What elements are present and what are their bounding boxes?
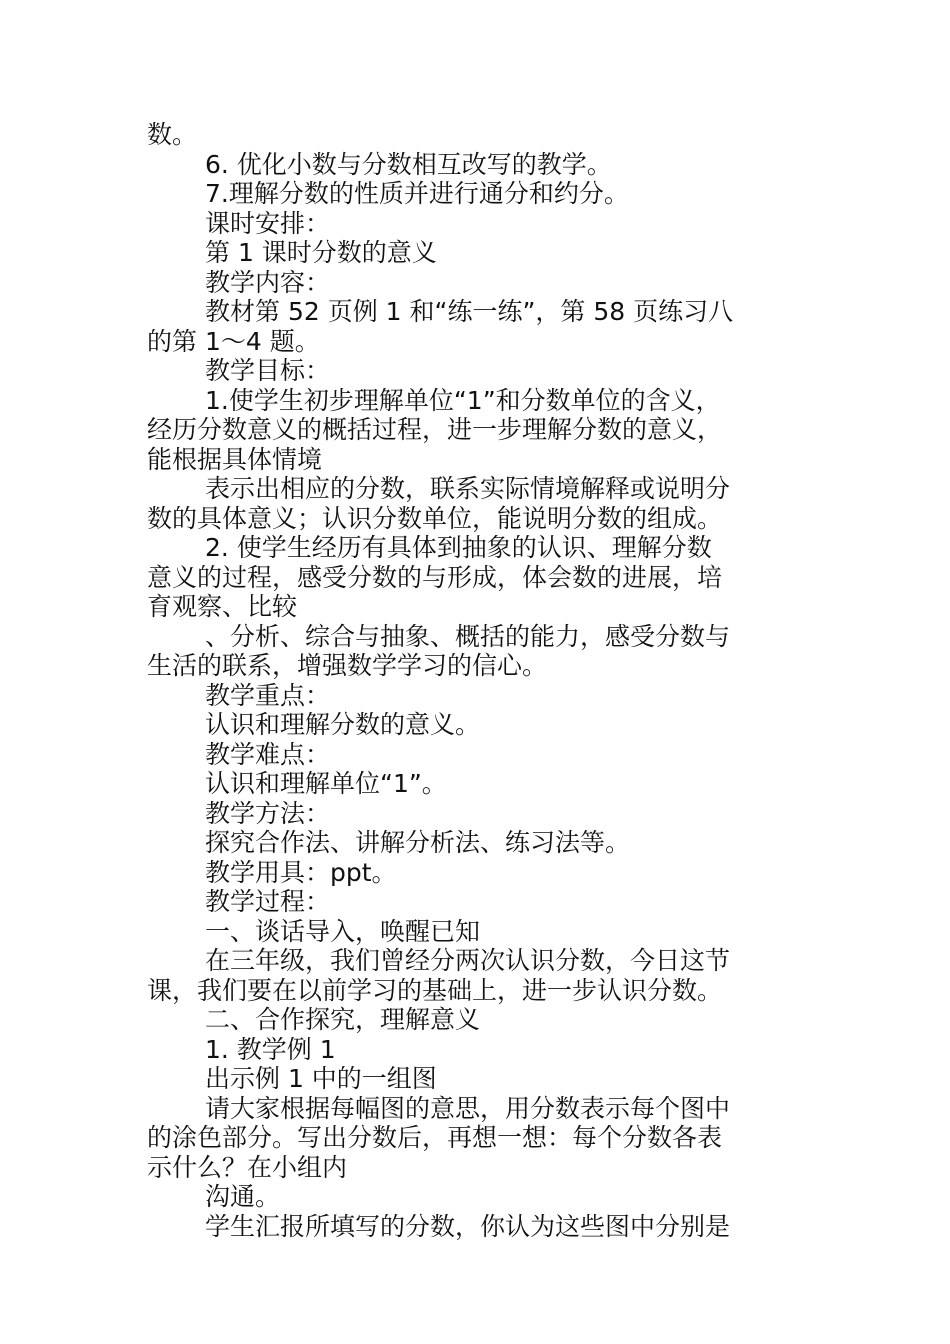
text-line: 课，我们要在以前学习的基础上，进一步认识分数。 bbox=[147, 975, 723, 1005]
text-line: 的第 1～4 题。 bbox=[147, 326, 320, 356]
text-line: 沟通。 bbox=[205, 1182, 281, 1211]
text-line: 经历分数意义的概括过程，进一步理解分数的意义， bbox=[147, 415, 723, 444]
text-line: 教学重点： bbox=[205, 680, 331, 710]
text-line: 2. 使学生经历有具体到抽象的认识、理解分数 bbox=[205, 533, 712, 562]
text-line: 教学内容： bbox=[205, 267, 331, 297]
text-line: 一、谈话导入，唤醒已知 bbox=[205, 916, 481, 946]
text-line: 出示例 1 中的一组图 bbox=[205, 1064, 437, 1093]
text-line: 育观察、比较 bbox=[147, 592, 298, 621]
text-line: 认识和理解分数的意义。 bbox=[205, 710, 481, 739]
text-line: 意义的过程，感受分数的与形成，体会数的进展，培 bbox=[147, 562, 723, 592]
text-line: 教学目标： bbox=[205, 356, 331, 385]
text-line: 的涂色部分。写出分数后，再想一想：每个分数各表 bbox=[147, 1123, 723, 1152]
text-line: 教学方法： bbox=[205, 798, 331, 828]
text-line: 教材第 52 页例 1 和“练一练”，第 58 页练习八 bbox=[205, 297, 734, 326]
text-line: 课时安排： bbox=[205, 208, 331, 238]
text-line: 能根据具体情境 bbox=[147, 444, 323, 474]
text-line: 探究合作法、讲解分析法、练习法等。 bbox=[205, 828, 631, 857]
text-line: 7.理解分数的性质并进行通分和约分。 bbox=[205, 179, 629, 208]
text-line: 数的具体意义；认识分数单位，能说明分数的组成。 bbox=[147, 503, 723, 533]
text-line: 教学用具：ppt。 bbox=[205, 857, 397, 887]
text-line: 二、合作探究，理解意义 bbox=[205, 1005, 481, 1034]
document-body bbox=[147, 120, 807, 1241]
text-line: 示什么？在小组内 bbox=[147, 1152, 348, 1182]
text-line: 认识和理解单位“1”。 bbox=[205, 769, 447, 798]
text-line: 教学难点： bbox=[205, 739, 331, 769]
text-line: 学生汇报所填写的分数，你认为这些图中分别是 bbox=[205, 1211, 731, 1241]
text-line: 第 1 课时分数的意义 bbox=[205, 238, 437, 267]
text-line: 生活的联系，增强数学学习的信心。 bbox=[147, 651, 548, 680]
text-line: 在三年级，我们曾经分两次认识分数，今日这节 bbox=[205, 946, 731, 975]
text-line: 数。 bbox=[147, 120, 198, 149]
text-line: 1. 教学例 1 bbox=[205, 1034, 336, 1064]
text-line: 表示出相应的分数，联系实际情境解释或说明分 bbox=[205, 474, 731, 503]
text-line: 、分析、综合与抽象、概括的能力，感受分数与 bbox=[205, 621, 731, 651]
text-line: 1.使学生初步理解单位“1”和分数单位的含义， bbox=[205, 385, 721, 415]
text-line: 请大家根据每幅图的意思，用分数表示每个图中 bbox=[205, 1093, 731, 1123]
text-line: 教学过程： bbox=[205, 887, 331, 916]
text-line: 6. 优化小数与分数相互改写的教学。 bbox=[205, 149, 612, 179]
